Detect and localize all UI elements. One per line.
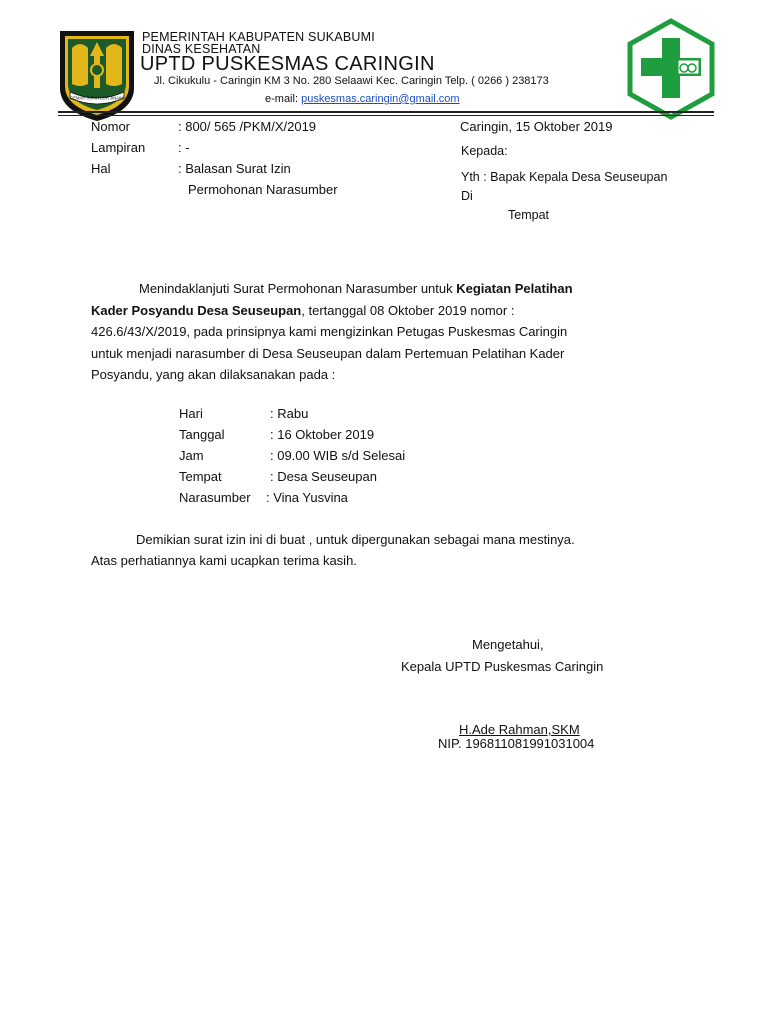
detail-label-hari: Hari (179, 406, 203, 421)
detail-value-tempat: : Desa Seuseupan (270, 469, 377, 484)
lampiran-label: Lampiran (91, 140, 146, 155)
email-link[interactable]: puskesmas.caringin@gmail.com (301, 93, 460, 105)
email-label: e-mail: (265, 93, 299, 105)
body-line-4: untuk menjadi narasumber di Desa Seuseupan dalam Pertemuan Pelatihan Kader (91, 345, 565, 361)
puskesmas-logo-icon (624, 18, 718, 120)
body-line-2-bold: Kader Posyandu Desa Seuseupan (91, 302, 302, 318)
detail-value-tanggal: : 16 Oktober 2019 (270, 427, 375, 442)
place-date: Caringin, 15 Oktober 2019 (460, 119, 613, 134)
lampiran-value: : - (178, 140, 190, 155)
signature-nip: NIP. 196811081991031004 (438, 736, 595, 751)
letterhead-address: Jl. Cikukulu - Caringin KM 3 No. 280 Selaawi Kec. Caringin Telp. ( 0266 ) 238173 (154, 75, 549, 87)
body-paragraph (91, 278, 651, 386)
recipient-di: Di (461, 189, 473, 203)
signature-position: Kepala UPTD Puskesmas Caringin (401, 659, 604, 674)
letterhead-divider-thick (58, 111, 714, 113)
detail-label-tanggal: Tanggal (179, 427, 225, 442)
body-line-5: Posyandu, yang akan dilaksanakan pada : (91, 367, 336, 382)
hal-value-continued: Permohonan Narasumber (188, 182, 338, 197)
detail-value-narasumber: : Vina Yusvina (266, 490, 348, 505)
body-line-3: 426.6/43/X/2019, pada prinsipnya kami mengizinkan Petugas Puskesmas Caringin (91, 324, 568, 339)
letterhead-title: UPTD PUSKESMAS CARINGIN (140, 53, 435, 75)
closing-line-1: Demikian surat izin ini di buat , untuk dipergunakan sebagai mana mestinya. (136, 532, 575, 547)
detail-label-tempat: Tempat (179, 469, 222, 484)
letterhead-government: PEMERINTAH KABUPATEN SUKABUMI (142, 30, 375, 44)
kabupaten-sukabumi-emblem-icon (58, 26, 136, 122)
recipient-name: Yth : Bapak Kepala Desa Seuseupan (461, 170, 668, 184)
recipient-place: Tempat (508, 208, 549, 222)
body-line-1-bold: Kegiatan Pelatihan (456, 281, 573, 296)
letterhead-divider-thin (58, 115, 714, 116)
detail-value-hari: : Rabu (270, 406, 309, 421)
detail-label-jam: Jam (179, 448, 204, 463)
nomor-value: : 800/ 565 /PKM/X/2019 (178, 119, 317, 134)
letterhead-department: DINAS KESEHATAN (142, 42, 261, 56)
letterhead-email-row (265, 93, 460, 105)
signature-name: H.Ade Rahman,SKM (459, 722, 580, 737)
hal-label: Hal (91, 161, 111, 176)
detail-value-jam: : 09.00 WIB s/d Selesai (270, 448, 406, 463)
detail-label-narasumber: Narasumber (179, 490, 251, 505)
kepada-label: Kepada: (461, 144, 508, 158)
body-line-1-text: Menindaklanjuti Surat Permohonan Narasumber untuk (139, 281, 457, 296)
emblem-motto: GEMAH RIPAH LOH JINAWI (70, 95, 124, 101)
body-line-2-text: , tertanggal 08 Oktober 2019 nomor : (301, 302, 515, 318)
hal-value: : Balasan Surat Izin (178, 161, 291, 176)
nomor-label: Nomor (91, 119, 131, 134)
closing-line-2: Atas perhatiannya kami ucapkan terima kasih. (91, 553, 357, 568)
signature-acknowledged: Mengetahui, (472, 637, 544, 652)
